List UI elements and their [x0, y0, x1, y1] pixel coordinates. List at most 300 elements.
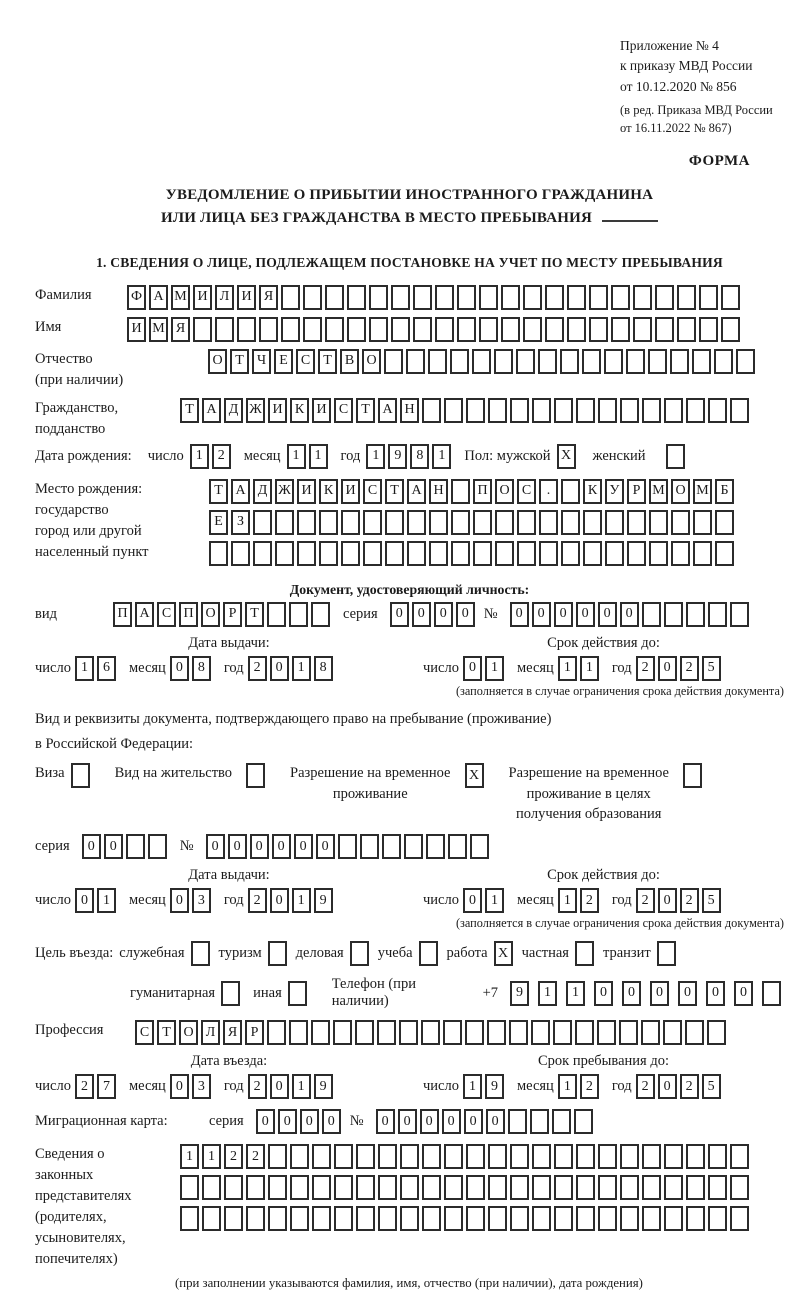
char-cell[interactable]	[268, 1144, 287, 1169]
char-cell[interactable]	[633, 317, 652, 342]
char-cell[interactable]: Н	[429, 479, 448, 504]
char-cell[interactable]	[582, 349, 601, 374]
char-cell[interactable]	[576, 1206, 595, 1231]
char-cell[interactable]	[516, 349, 535, 374]
char-cell[interactable]: И	[237, 285, 256, 310]
char-cell[interactable]: К	[319, 479, 338, 504]
char-cell[interactable]: 0	[463, 888, 482, 913]
char-cell[interactable]: Р	[223, 602, 242, 627]
char-cell[interactable]: 9	[510, 981, 529, 1006]
char-cell[interactable]	[730, 1175, 749, 1200]
char-cell[interactable]	[730, 398, 749, 423]
char-cell[interactable]	[686, 602, 705, 627]
char-cell[interactable]: 3	[192, 1074, 211, 1099]
char-cell[interactable]: 9	[314, 1074, 333, 1099]
char-cell[interactable]	[561, 510, 580, 535]
char-cell[interactable]	[377, 1020, 396, 1045]
char-cell[interactable]: 5	[702, 1074, 721, 1099]
char-cell[interactable]: Т	[356, 398, 375, 423]
char-cell[interactable]	[267, 1020, 286, 1045]
char-cell[interactable]: 1	[432, 444, 451, 469]
char-cell[interactable]: 2	[636, 656, 655, 681]
char-cell[interactable]	[267, 602, 286, 627]
char-cell[interactable]	[575, 941, 594, 966]
char-cell[interactable]	[288, 981, 307, 1006]
char-cell[interactable]	[311, 602, 330, 627]
char-cell[interactable]	[495, 510, 514, 535]
char-cell[interactable]	[620, 1175, 639, 1200]
char-cell[interactable]	[312, 1175, 331, 1200]
char-cell[interactable]	[552, 1109, 571, 1134]
char-cell[interactable]	[319, 541, 338, 566]
char-cell[interactable]	[311, 1020, 330, 1045]
char-cell[interactable]	[466, 398, 485, 423]
char-cell[interactable]	[649, 541, 668, 566]
char-cell[interactable]	[237, 317, 256, 342]
char-cell[interactable]	[341, 541, 360, 566]
char-cell[interactable]: В	[340, 349, 359, 374]
char-cell[interactable]	[451, 479, 470, 504]
char-cell[interactable]: Е	[209, 510, 228, 535]
char-cell[interactable]: 0	[376, 1109, 395, 1134]
char-cell[interactable]	[671, 510, 690, 535]
char-cell[interactable]: М	[149, 317, 168, 342]
char-cell[interactable]: А	[149, 285, 168, 310]
char-cell[interactable]	[444, 398, 463, 423]
char-cell[interactable]: Р	[627, 479, 646, 504]
char-cell[interactable]: 2	[212, 444, 231, 469]
char-cell[interactable]	[708, 1175, 727, 1200]
char-cell[interactable]	[180, 1206, 199, 1231]
char-cell[interactable]: О	[495, 479, 514, 504]
char-cell[interactable]	[202, 1206, 221, 1231]
char-cell[interactable]: 9	[388, 444, 407, 469]
char-cell[interactable]: И	[268, 398, 287, 423]
char-cell[interactable]: Ж	[275, 479, 294, 504]
char-cell[interactable]	[334, 1206, 353, 1231]
char-cell[interactable]: Е	[274, 349, 293, 374]
char-cell[interactable]	[699, 317, 718, 342]
char-cell[interactable]	[369, 317, 388, 342]
char-cell[interactable]	[275, 510, 294, 535]
char-cell[interactable]	[422, 1144, 441, 1169]
char-cell[interactable]: 2	[580, 1074, 599, 1099]
char-cell[interactable]	[466, 1175, 485, 1200]
char-cell[interactable]	[589, 317, 608, 342]
char-cell[interactable]: 0	[554, 602, 573, 627]
char-cell[interactable]: С	[363, 479, 382, 504]
char-cell[interactable]	[488, 398, 507, 423]
char-cell[interactable]	[325, 285, 344, 310]
char-cell[interactable]	[429, 510, 448, 535]
char-cell[interactable]: 0	[650, 981, 669, 1006]
char-cell[interactable]: И	[341, 479, 360, 504]
char-cell[interactable]: 2	[680, 888, 699, 913]
char-cell[interactable]	[708, 398, 727, 423]
char-cell[interactable]	[517, 510, 536, 535]
char-cell[interactable]	[532, 1206, 551, 1231]
char-cell[interactable]: Б	[715, 479, 734, 504]
char-cell[interactable]	[642, 398, 661, 423]
char-cell[interactable]	[648, 349, 667, 374]
char-cell[interactable]	[670, 349, 689, 374]
char-cell[interactable]	[488, 1144, 507, 1169]
char-cell[interactable]	[488, 1206, 507, 1231]
char-cell[interactable]: 9	[485, 1074, 504, 1099]
char-cell[interactable]	[683, 763, 702, 788]
char-cell[interactable]	[509, 1020, 528, 1045]
char-cell[interactable]	[215, 317, 234, 342]
char-cell[interactable]	[575, 1020, 594, 1045]
char-cell[interactable]: 0	[486, 1109, 505, 1134]
char-cell[interactable]: 0	[658, 1074, 677, 1099]
char-cell[interactable]	[523, 317, 542, 342]
char-cell[interactable]: Л	[215, 285, 234, 310]
char-cell[interactable]	[404, 834, 423, 859]
char-cell[interactable]	[619, 1020, 638, 1045]
char-cell[interactable]: О	[671, 479, 690, 504]
char-cell[interactable]	[677, 317, 696, 342]
char-cell[interactable]	[290, 1206, 309, 1231]
char-cell[interactable]	[598, 1175, 617, 1200]
char-cell[interactable]	[501, 285, 520, 310]
char-cell[interactable]	[338, 834, 357, 859]
char-cell[interactable]	[508, 1109, 527, 1134]
char-cell[interactable]	[620, 1144, 639, 1169]
char-cell[interactable]: 5	[702, 656, 721, 681]
char-cell[interactable]	[567, 285, 586, 310]
char-cell[interactable]	[627, 541, 646, 566]
char-cell[interactable]: Т	[230, 349, 249, 374]
char-cell[interactable]	[333, 1020, 352, 1045]
char-cell[interactable]: Ч	[252, 349, 271, 374]
char-cell[interactable]	[714, 349, 733, 374]
char-cell[interactable]: 0	[270, 888, 289, 913]
char-cell[interactable]	[730, 1206, 749, 1231]
char-cell[interactable]: 0	[104, 834, 123, 859]
char-cell[interactable]	[350, 941, 369, 966]
char-cell[interactable]	[429, 541, 448, 566]
char-cell[interactable]: 1	[558, 1074, 577, 1099]
char-cell[interactable]: 2	[680, 1074, 699, 1099]
char-cell[interactable]: П	[113, 602, 132, 627]
char-cell[interactable]: О	[179, 1020, 198, 1045]
char-cell[interactable]: 1	[366, 444, 385, 469]
char-cell[interactable]	[473, 541, 492, 566]
char-cell[interactable]: Д	[253, 479, 272, 504]
char-cell[interactable]	[523, 285, 542, 310]
char-cell[interactable]	[538, 349, 557, 374]
char-cell[interactable]: 2	[636, 1074, 655, 1099]
char-cell[interactable]	[685, 1020, 704, 1045]
char-cell[interactable]: Т	[385, 479, 404, 504]
char-cell[interactable]: 2	[636, 888, 655, 913]
char-cell[interactable]: И	[312, 398, 331, 423]
char-cell[interactable]	[297, 541, 316, 566]
char-cell[interactable]	[148, 834, 167, 859]
char-cell[interactable]	[71, 763, 90, 788]
char-cell[interactable]: Ф	[127, 285, 146, 310]
char-cell[interactable]: 1	[558, 656, 577, 681]
char-cell[interactable]	[693, 510, 712, 535]
char-cell[interactable]	[589, 285, 608, 310]
char-cell[interactable]: А	[135, 602, 154, 627]
char-cell[interactable]: 0	[398, 1109, 417, 1134]
char-cell[interactable]: О	[362, 349, 381, 374]
char-cell[interactable]	[597, 1020, 616, 1045]
char-cell[interactable]	[391, 285, 410, 310]
char-cell[interactable]	[620, 398, 639, 423]
char-cell[interactable]	[444, 1175, 463, 1200]
char-cell[interactable]: А	[202, 398, 221, 423]
char-cell[interactable]	[532, 398, 551, 423]
char-cell[interactable]	[510, 1175, 529, 1200]
char-cell[interactable]	[707, 1020, 726, 1045]
char-cell[interactable]	[325, 317, 344, 342]
char-cell[interactable]	[347, 285, 366, 310]
char-cell[interactable]	[692, 349, 711, 374]
char-cell[interactable]	[281, 317, 300, 342]
char-cell[interactable]	[583, 541, 602, 566]
char-cell[interactable]: 8	[192, 656, 211, 681]
char-cell[interactable]	[224, 1175, 243, 1200]
char-cell[interactable]: 1	[309, 444, 328, 469]
char-cell[interactable]	[246, 1175, 265, 1200]
char-cell[interactable]: 1	[202, 1144, 221, 1169]
char-cell[interactable]	[465, 1020, 484, 1045]
char-cell[interactable]: 9	[314, 888, 333, 913]
char-cell[interactable]: .	[539, 479, 558, 504]
char-cell[interactable]	[448, 834, 467, 859]
char-cell[interactable]: X	[557, 444, 576, 469]
char-cell[interactable]: 0	[658, 888, 677, 913]
char-cell[interactable]	[422, 1206, 441, 1231]
char-cell[interactable]: 2	[246, 1144, 265, 1169]
char-cell[interactable]: Н	[400, 398, 419, 423]
char-cell[interactable]: 1	[292, 888, 311, 913]
char-cell[interactable]: А	[378, 398, 397, 423]
char-cell[interactable]	[303, 285, 322, 310]
char-cell[interactable]	[561, 541, 580, 566]
char-cell[interactable]: М	[649, 479, 668, 504]
char-cell[interactable]: 0	[622, 981, 641, 1006]
char-cell[interactable]	[583, 510, 602, 535]
char-cell[interactable]	[334, 1175, 353, 1200]
char-cell[interactable]	[224, 1206, 243, 1231]
char-cell[interactable]: 0	[278, 1109, 297, 1134]
char-cell[interactable]	[642, 1206, 661, 1231]
char-cell[interactable]	[451, 510, 470, 535]
char-cell[interactable]	[664, 1144, 683, 1169]
char-cell[interactable]	[576, 1175, 595, 1200]
char-cell[interactable]	[686, 1175, 705, 1200]
char-cell[interactable]	[413, 317, 432, 342]
char-cell[interactable]	[253, 510, 272, 535]
char-cell[interactable]	[422, 1175, 441, 1200]
char-cell[interactable]	[360, 834, 379, 859]
char-cell[interactable]	[539, 541, 558, 566]
char-cell[interactable]	[762, 981, 781, 1006]
char-cell[interactable]: 0	[250, 834, 269, 859]
char-cell[interactable]	[620, 1206, 639, 1231]
char-cell[interactable]: М	[171, 285, 190, 310]
char-cell[interactable]	[268, 941, 287, 966]
char-cell[interactable]	[517, 541, 536, 566]
char-cell[interactable]	[444, 1206, 463, 1231]
char-cell[interactable]: 0	[576, 602, 595, 627]
char-cell[interactable]	[545, 317, 564, 342]
char-cell[interactable]	[510, 398, 529, 423]
char-cell[interactable]: 0	[206, 834, 225, 859]
char-cell[interactable]	[290, 1144, 309, 1169]
char-cell[interactable]: 0	[294, 834, 313, 859]
char-cell[interactable]	[530, 1109, 549, 1134]
char-cell[interactable]: 1	[190, 444, 209, 469]
char-cell[interactable]: 2	[224, 1144, 243, 1169]
char-cell[interactable]	[428, 349, 447, 374]
char-cell[interactable]	[470, 834, 489, 859]
char-cell[interactable]: 1	[463, 1074, 482, 1099]
char-cell[interactable]	[406, 349, 425, 374]
char-cell[interactable]	[334, 1144, 353, 1169]
char-cell[interactable]	[730, 602, 749, 627]
char-cell[interactable]: 0	[658, 656, 677, 681]
char-cell[interactable]	[378, 1206, 397, 1231]
char-cell[interactable]: 1	[75, 656, 94, 681]
char-cell[interactable]: 0	[82, 834, 101, 859]
char-cell[interactable]	[611, 285, 630, 310]
char-cell[interactable]: 2	[580, 888, 599, 913]
char-cell[interactable]	[303, 317, 322, 342]
char-cell[interactable]: П	[179, 602, 198, 627]
char-cell[interactable]	[554, 1175, 573, 1200]
char-cell[interactable]	[355, 1020, 374, 1045]
char-cell[interactable]: Т	[318, 349, 337, 374]
char-cell[interactable]: 0	[463, 656, 482, 681]
char-cell[interactable]	[677, 285, 696, 310]
char-cell[interactable]	[382, 834, 401, 859]
char-cell[interactable]	[560, 349, 579, 374]
char-cell[interactable]: 3	[192, 888, 211, 913]
char-cell[interactable]	[510, 1206, 529, 1231]
char-cell[interactable]	[649, 510, 668, 535]
char-cell[interactable]	[289, 602, 308, 627]
char-cell[interactable]	[553, 1020, 572, 1045]
char-cell[interactable]	[708, 1144, 727, 1169]
char-cell[interactable]	[385, 510, 404, 535]
char-cell[interactable]	[721, 317, 740, 342]
char-cell[interactable]	[604, 349, 623, 374]
char-cell[interactable]	[444, 1144, 463, 1169]
char-cell[interactable]: 0	[316, 834, 335, 859]
char-cell[interactable]: Я	[223, 1020, 242, 1045]
char-cell[interactable]: О	[201, 602, 220, 627]
char-cell[interactable]	[407, 510, 426, 535]
char-cell[interactable]: 0	[272, 834, 291, 859]
char-cell[interactable]	[576, 1144, 595, 1169]
char-cell[interactable]	[686, 1206, 705, 1231]
char-cell[interactable]: 0	[170, 1074, 189, 1099]
char-cell[interactable]	[356, 1144, 375, 1169]
char-cell[interactable]: 1	[558, 888, 577, 913]
char-cell[interactable]	[363, 541, 382, 566]
char-cell[interactable]: 1	[97, 888, 116, 913]
char-cell[interactable]: 0	[300, 1109, 319, 1134]
char-cell[interactable]	[369, 285, 388, 310]
char-cell[interactable]: 0	[434, 602, 453, 627]
char-cell[interactable]: П	[473, 479, 492, 504]
char-cell[interactable]: 0	[170, 888, 189, 913]
char-cell[interactable]	[421, 1020, 440, 1045]
char-cell[interactable]: X	[465, 763, 484, 788]
char-cell[interactable]	[422, 398, 441, 423]
char-cell[interactable]	[532, 1144, 551, 1169]
char-cell[interactable]	[356, 1175, 375, 1200]
char-cell[interactable]	[246, 1206, 265, 1231]
char-cell[interactable]: Д	[224, 398, 243, 423]
char-cell[interactable]: 0	[442, 1109, 461, 1134]
char-cell[interactable]	[664, 1175, 683, 1200]
char-cell[interactable]	[532, 1175, 551, 1200]
char-cell[interactable]	[253, 541, 272, 566]
char-cell[interactable]	[567, 317, 586, 342]
char-cell[interactable]	[633, 285, 652, 310]
char-cell[interactable]	[657, 941, 676, 966]
char-cell[interactable]: 2	[75, 1074, 94, 1099]
char-cell[interactable]	[378, 1175, 397, 1200]
char-cell[interactable]: 0	[256, 1109, 275, 1134]
char-cell[interactable]: 0	[706, 981, 725, 1006]
char-cell[interactable]: К	[290, 398, 309, 423]
char-cell[interactable]: 0	[734, 981, 753, 1006]
char-cell[interactable]: 2	[248, 1074, 267, 1099]
char-cell[interactable]: А	[231, 479, 250, 504]
char-cell[interactable]	[290, 1175, 309, 1200]
char-cell[interactable]: 1	[485, 656, 504, 681]
char-cell[interactable]	[598, 1144, 617, 1169]
char-cell[interactable]	[426, 834, 445, 859]
char-cell[interactable]: О	[208, 349, 227, 374]
char-cell[interactable]	[356, 1206, 375, 1231]
char-cell[interactable]: Р	[245, 1020, 264, 1045]
char-cell[interactable]	[457, 317, 476, 342]
char-cell[interactable]: 1	[566, 981, 585, 1006]
char-cell[interactable]	[391, 317, 410, 342]
char-cell[interactable]	[221, 981, 240, 1006]
char-cell[interactable]: 1	[292, 656, 311, 681]
char-cell[interactable]: З	[231, 510, 250, 535]
char-cell[interactable]: Я	[259, 285, 278, 310]
char-cell[interactable]	[488, 1175, 507, 1200]
char-cell[interactable]: 0	[170, 656, 189, 681]
char-cell[interactable]: 6	[97, 656, 116, 681]
char-cell[interactable]	[545, 285, 564, 310]
char-cell[interactable]	[576, 398, 595, 423]
char-cell[interactable]: С	[135, 1020, 154, 1045]
char-cell[interactable]: 0	[270, 1074, 289, 1099]
char-cell[interactable]	[297, 510, 316, 535]
char-cell[interactable]: 7	[97, 1074, 116, 1099]
char-cell[interactable]	[473, 510, 492, 535]
char-cell[interactable]: 0	[532, 602, 551, 627]
char-cell[interactable]: Т	[245, 602, 264, 627]
char-cell[interactable]	[457, 285, 476, 310]
char-cell[interactable]	[312, 1206, 331, 1231]
char-cell[interactable]	[268, 1175, 287, 1200]
char-cell[interactable]	[605, 541, 624, 566]
char-cell[interactable]	[655, 285, 674, 310]
char-cell[interactable]: 8	[410, 444, 429, 469]
